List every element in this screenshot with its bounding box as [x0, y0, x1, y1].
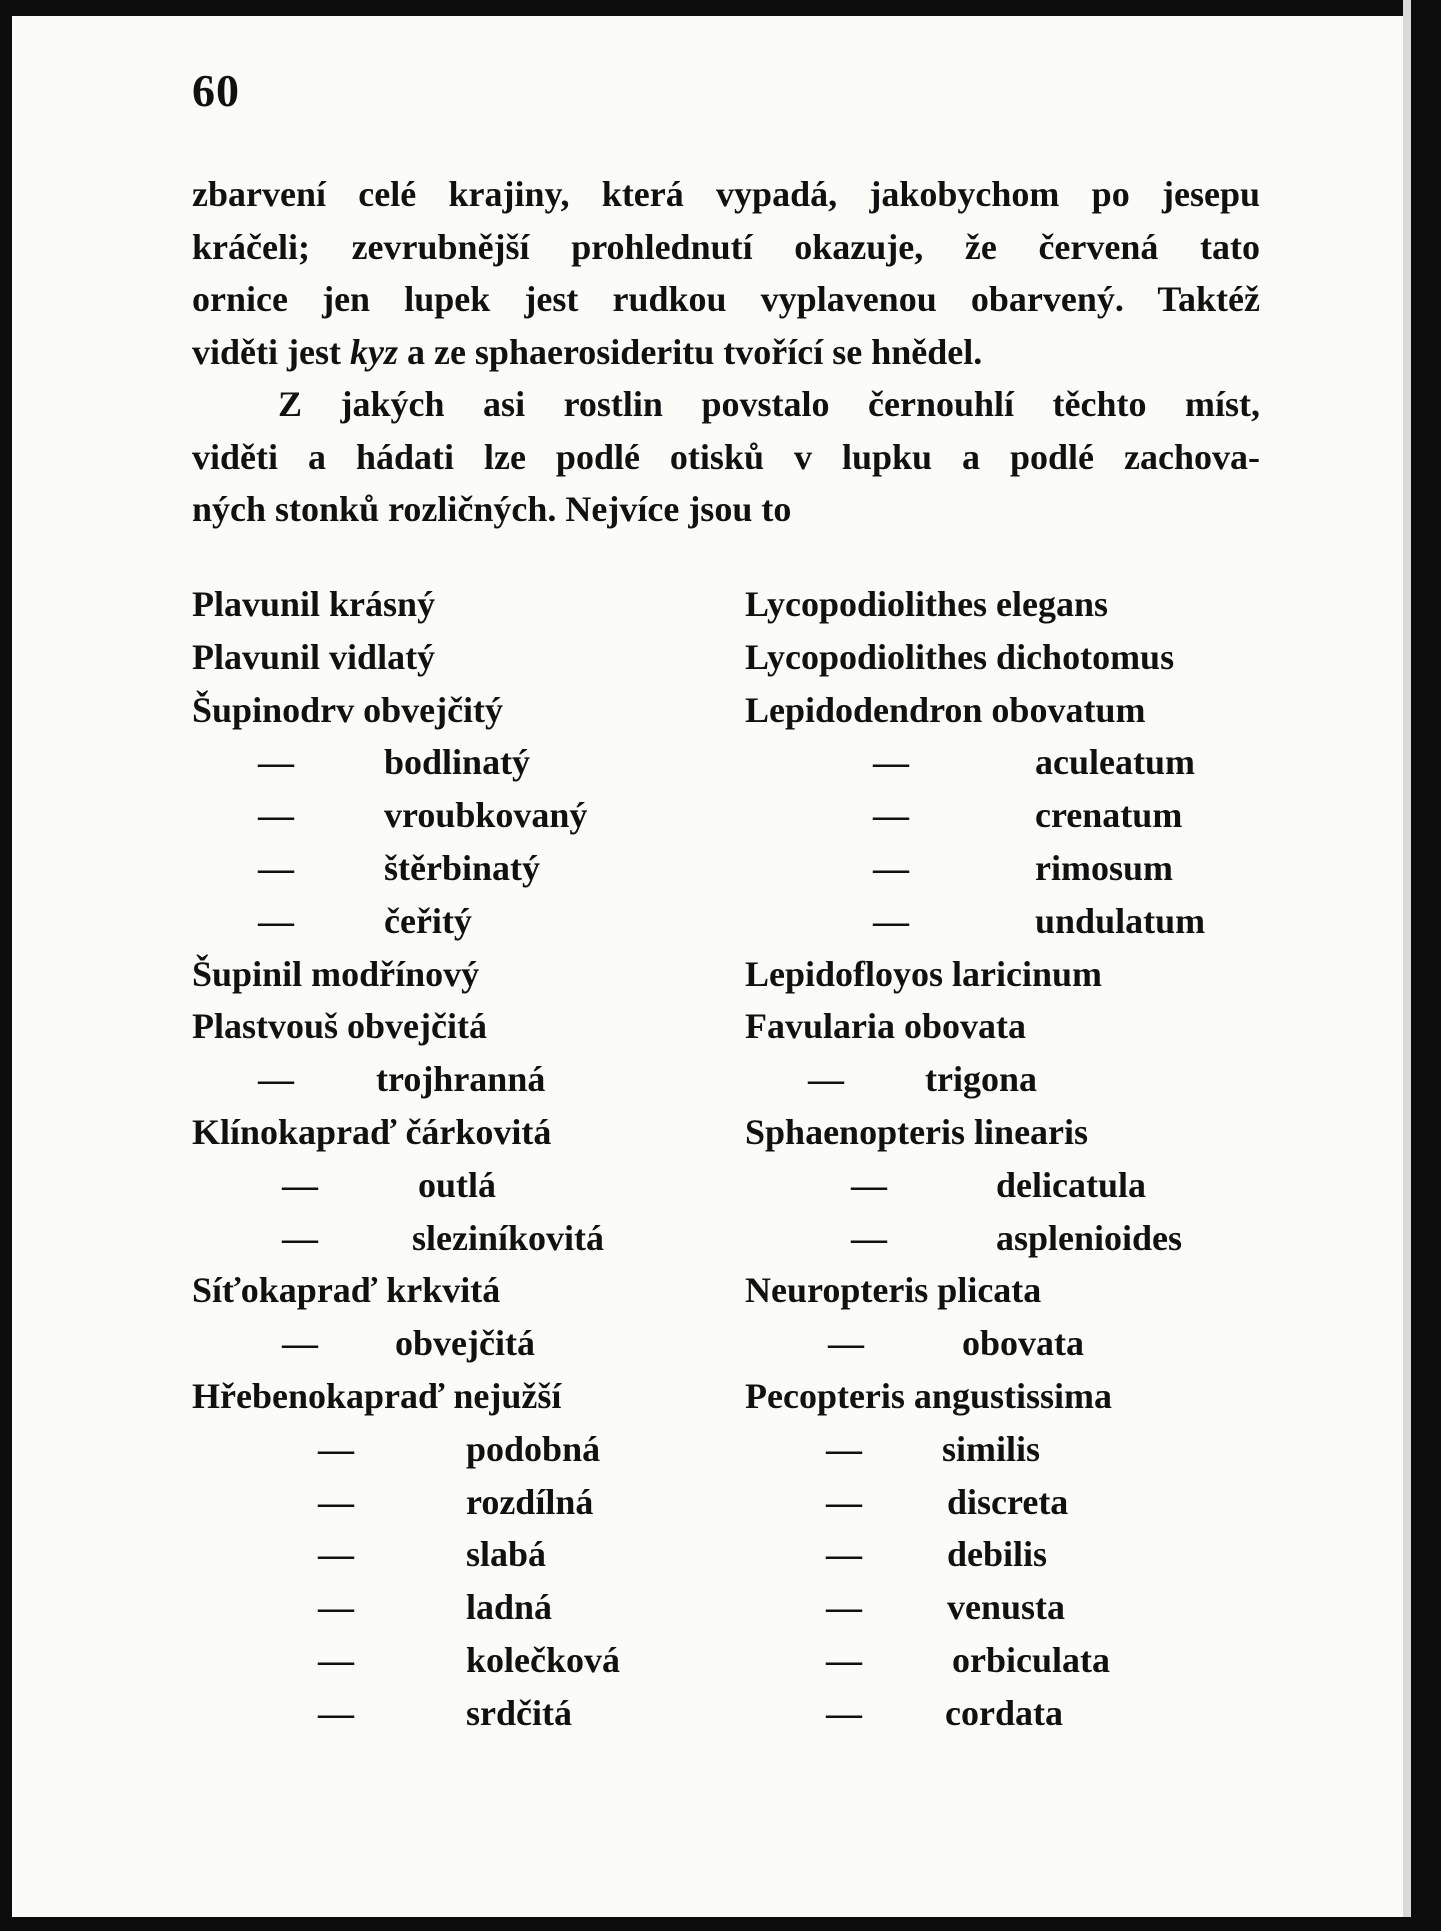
ditto-dash: — [282, 1323, 318, 1364]
latin-name: orbiculata [952, 1639, 1110, 1680]
czech-name: ladná [466, 1587, 553, 1628]
plant-row [0, 1212, 1441, 1265]
text-run: viděti jest [192, 331, 350, 372]
latin-name: venusta [947, 1587, 1066, 1628]
scan-border-top [0, 0, 1441, 16]
ditto-dash: — [258, 795, 294, 836]
plant-row [0, 789, 1441, 842]
ditto-dash: — [318, 1428, 354, 1469]
latin-name: cordata [945, 1692, 1063, 1733]
plant-list [0, 578, 1441, 1740]
latin-name: obovata [962, 1323, 1085, 1364]
ditto-dash: — [258, 847, 294, 888]
plant-row [0, 1634, 1441, 1687]
ditto-dash: — [318, 1639, 354, 1680]
latin-name: Favularia obovata [745, 1006, 1027, 1047]
czech-name: Plastvouš obvejčitá [192, 1006, 487, 1047]
czech-name: Hřebenokapraď nejužší [192, 1375, 562, 1416]
czech-name: čeřitý [384, 900, 472, 941]
czech-name: podobná [466, 1428, 601, 1469]
plant-row [0, 1423, 1441, 1476]
latin-name: Neuropteris plicata [745, 1270, 1042, 1311]
ditto-dash: — [826, 1481, 862, 1522]
latin-name: asplenioides [996, 1217, 1183, 1258]
czech-name: bodlinatý [384, 742, 531, 783]
czech-name: sleziníkovitá [412, 1217, 605, 1258]
latin-name: Lycopodiolithes elegans [745, 584, 1109, 624]
plant-row [0, 1581, 1441, 1634]
latin-name: delicatula [996, 1164, 1146, 1205]
ditto-dash: — [873, 900, 909, 941]
plant-row [0, 1687, 1441, 1740]
latin-name: Lepidodendron obovatum [745, 689, 1146, 730]
scan-border-bottom [0, 1917, 1441, 1931]
ditto-dash: — [282, 1217, 318, 1258]
ditto-dash: — [282, 1164, 318, 1205]
ditto-dash: — [851, 1217, 887, 1258]
czech-name: slabá [466, 1534, 547, 1575]
italic-word: kyz [349, 331, 398, 372]
paragraph-line: ných stonků rozličných. Nejvíce jsou to [192, 489, 792, 529]
plant-row [0, 1053, 1441, 1106]
latin-name: similis [942, 1428, 1041, 1469]
ditto-dash: — [826, 1534, 862, 1575]
czech-name: Šupinodrv obvejčitý [192, 689, 504, 730]
latin-name: Lycopodiolithes dichotomus [745, 636, 1175, 677]
latin-name: Lepidofloyos laricinum [745, 953, 1103, 994]
text-run: a ze sphaerosideritu tvořící se hnědel. [397, 331, 983, 372]
plant-row [0, 684, 1441, 737]
ditto-dash: — [826, 1639, 862, 1680]
plant-row [0, 736, 1441, 789]
czech-name: Plavunil krásný [192, 584, 436, 624]
plant-row [0, 1264, 1441, 1317]
ditto-dash: — [873, 742, 909, 783]
latin-name: debilis [947, 1534, 1048, 1575]
ditto-dash: — [851, 1164, 887, 1205]
paragraph-line: Z jakých asi rostlin povstalo černouhlí těchto míst, [278, 384, 1260, 424]
ditto-dash: — [258, 900, 294, 941]
latin-name: undulatum [1035, 900, 1206, 941]
ditto-dash: — [826, 1587, 862, 1628]
ditto-dash: — [828, 1323, 864, 1364]
latin-name: crenatum [1035, 795, 1183, 836]
latin-name: trigona [925, 1059, 1037, 1100]
czech-name: outlá [418, 1164, 497, 1205]
plant-row [0, 1159, 1441, 1212]
plant-row [0, 1106, 1441, 1159]
page-number: 60 [192, 65, 240, 116]
plant-row [0, 578, 1441, 631]
plant-row [0, 1317, 1441, 1370]
plant-row [0, 895, 1441, 948]
paragraph-line [192, 326, 1260, 379]
czech-name: Síťokapraď krkvitá [192, 1270, 501, 1311]
plant-row [0, 1528, 1441, 1581]
czech-name: Plavunil vidlatý [192, 636, 436, 677]
ditto-dash: — [826, 1428, 862, 1469]
plant-row [0, 1000, 1441, 1053]
czech-name: kolečková [466, 1639, 621, 1680]
ditto-dash: — [826, 1692, 862, 1733]
czech-name: Klínokapraď čárkovitá [192, 1111, 552, 1152]
paragraph-line: ornice jen lupek jest rudkou vyplavenou obarvený. Taktéž [192, 279, 1260, 319]
ditto-dash: — [808, 1059, 844, 1100]
paragraph-line: viděti a hádati lze podlé otisků v lupku a podlé zachova- [192, 436, 1260, 477]
plant-row [0, 948, 1441, 1001]
latin-name: Sphaenopteris linearis [745, 1111, 1089, 1152]
latin-name: rimosum [1035, 847, 1173, 888]
ditto-dash: — [318, 1692, 354, 1733]
czech-name: obvejčitá [395, 1323, 535, 1364]
paragraph-line: zbarvení celé krajiny, která vypadá, jakobychom po jesepu [192, 174, 1260, 214]
ditto-dash: — [318, 1587, 354, 1628]
plant-row [0, 1476, 1441, 1529]
ditto-dash: — [258, 742, 294, 783]
ditto-dash: — [873, 847, 909, 888]
czech-name: Šupinil modřínový [192, 953, 480, 994]
plant-row [0, 1370, 1441, 1423]
czech-name: srdčitá [466, 1692, 572, 1733]
ditto-dash: — [318, 1534, 354, 1575]
czech-name: rozdílná [466, 1481, 594, 1522]
paragraph-plants-intro [192, 378, 1260, 536]
czech-name: štěrbinatý [384, 847, 540, 888]
ditto-dash: — [258, 1059, 294, 1100]
ditto-dash: — [873, 795, 909, 836]
czech-name: trojhranná [376, 1059, 546, 1100]
latin-name: Pecopteris angustissima [745, 1375, 1112, 1416]
latin-name: discreta [947, 1481, 1069, 1522]
paragraph-coloring [192, 168, 1260, 378]
czech-name: vroubkovaný [384, 795, 588, 836]
latin-name: aculeatum [1035, 742, 1195, 783]
plant-row [0, 631, 1441, 684]
plant-row [0, 842, 1441, 895]
ditto-dash: — [318, 1481, 354, 1522]
paragraph-line: kráčeli; zevrubnější prohlednutí okazuje, že červená tato [192, 226, 1260, 267]
